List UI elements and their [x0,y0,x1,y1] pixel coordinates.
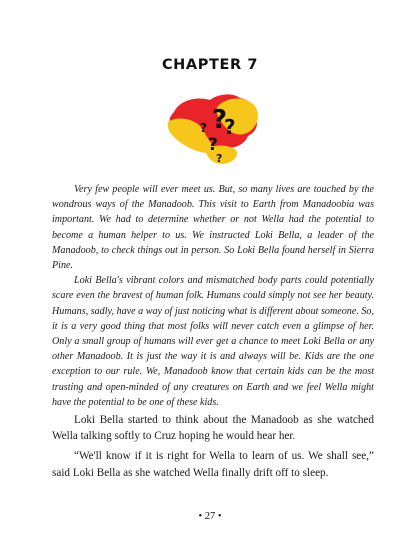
chapter-body [52,182,374,481]
paragraph-loki-bella-thinking: Loki Bella started to think about the Manadoob as she watched Wella talking softly to Cruz hoping he would hear her. [52,414,374,443]
question-mark-lower: ? [208,135,218,155]
question-mark-bottom: ? [216,152,223,165]
paragraph-loki-bella-quote: “We'll know if it is right for Wella to learn of us. We shall see,” said Loki Bella as she watched Wella finally drift off to sleep. [52,450,374,479]
question-mark-medium: ? [224,115,236,139]
question-mark-large: ? [212,105,228,135]
chapter-title: CHAPTER 7 [161,57,259,73]
paragraph-intro: Very few people will ever meet us. But, so many lives are touched by the wondrous ways of the Manadoob. This visit to Earth from Manadoobia was important. We had to determine whether or not Wella had the potential to become a human helper to us. We instructed Loki Bella, a leader of the Manadoob, to check things out in person. So Loki Bella found herself in Sierra Pine. [52,184,374,272]
paragraph-loki-bella-description: Loki Bella's vibrant colors and mismatched body parts could potentially scare even the bravest of human folk. Humans could simply not see her beauty. Humans, sadly, have a way of just noticing what is different about someone. So, it is a very good thing that most folks will never catch even a glimpse of her. Only a small group of humans will ever get a chance to meet Loki Bella or any other Manadoob. It is just the way it is and always will be. Kids are the one exception to our rule. We, Manadoob know that certain kids can be the most trusting and open-minded of any creatures on Earth and we feel Wella might have the potential to be one of these kids. [52,275,374,408]
question-mark-small-left: ? [200,121,207,135]
page-number: • 27 • [198,511,222,522]
question-mark-splash-illustration [166,92,262,170]
